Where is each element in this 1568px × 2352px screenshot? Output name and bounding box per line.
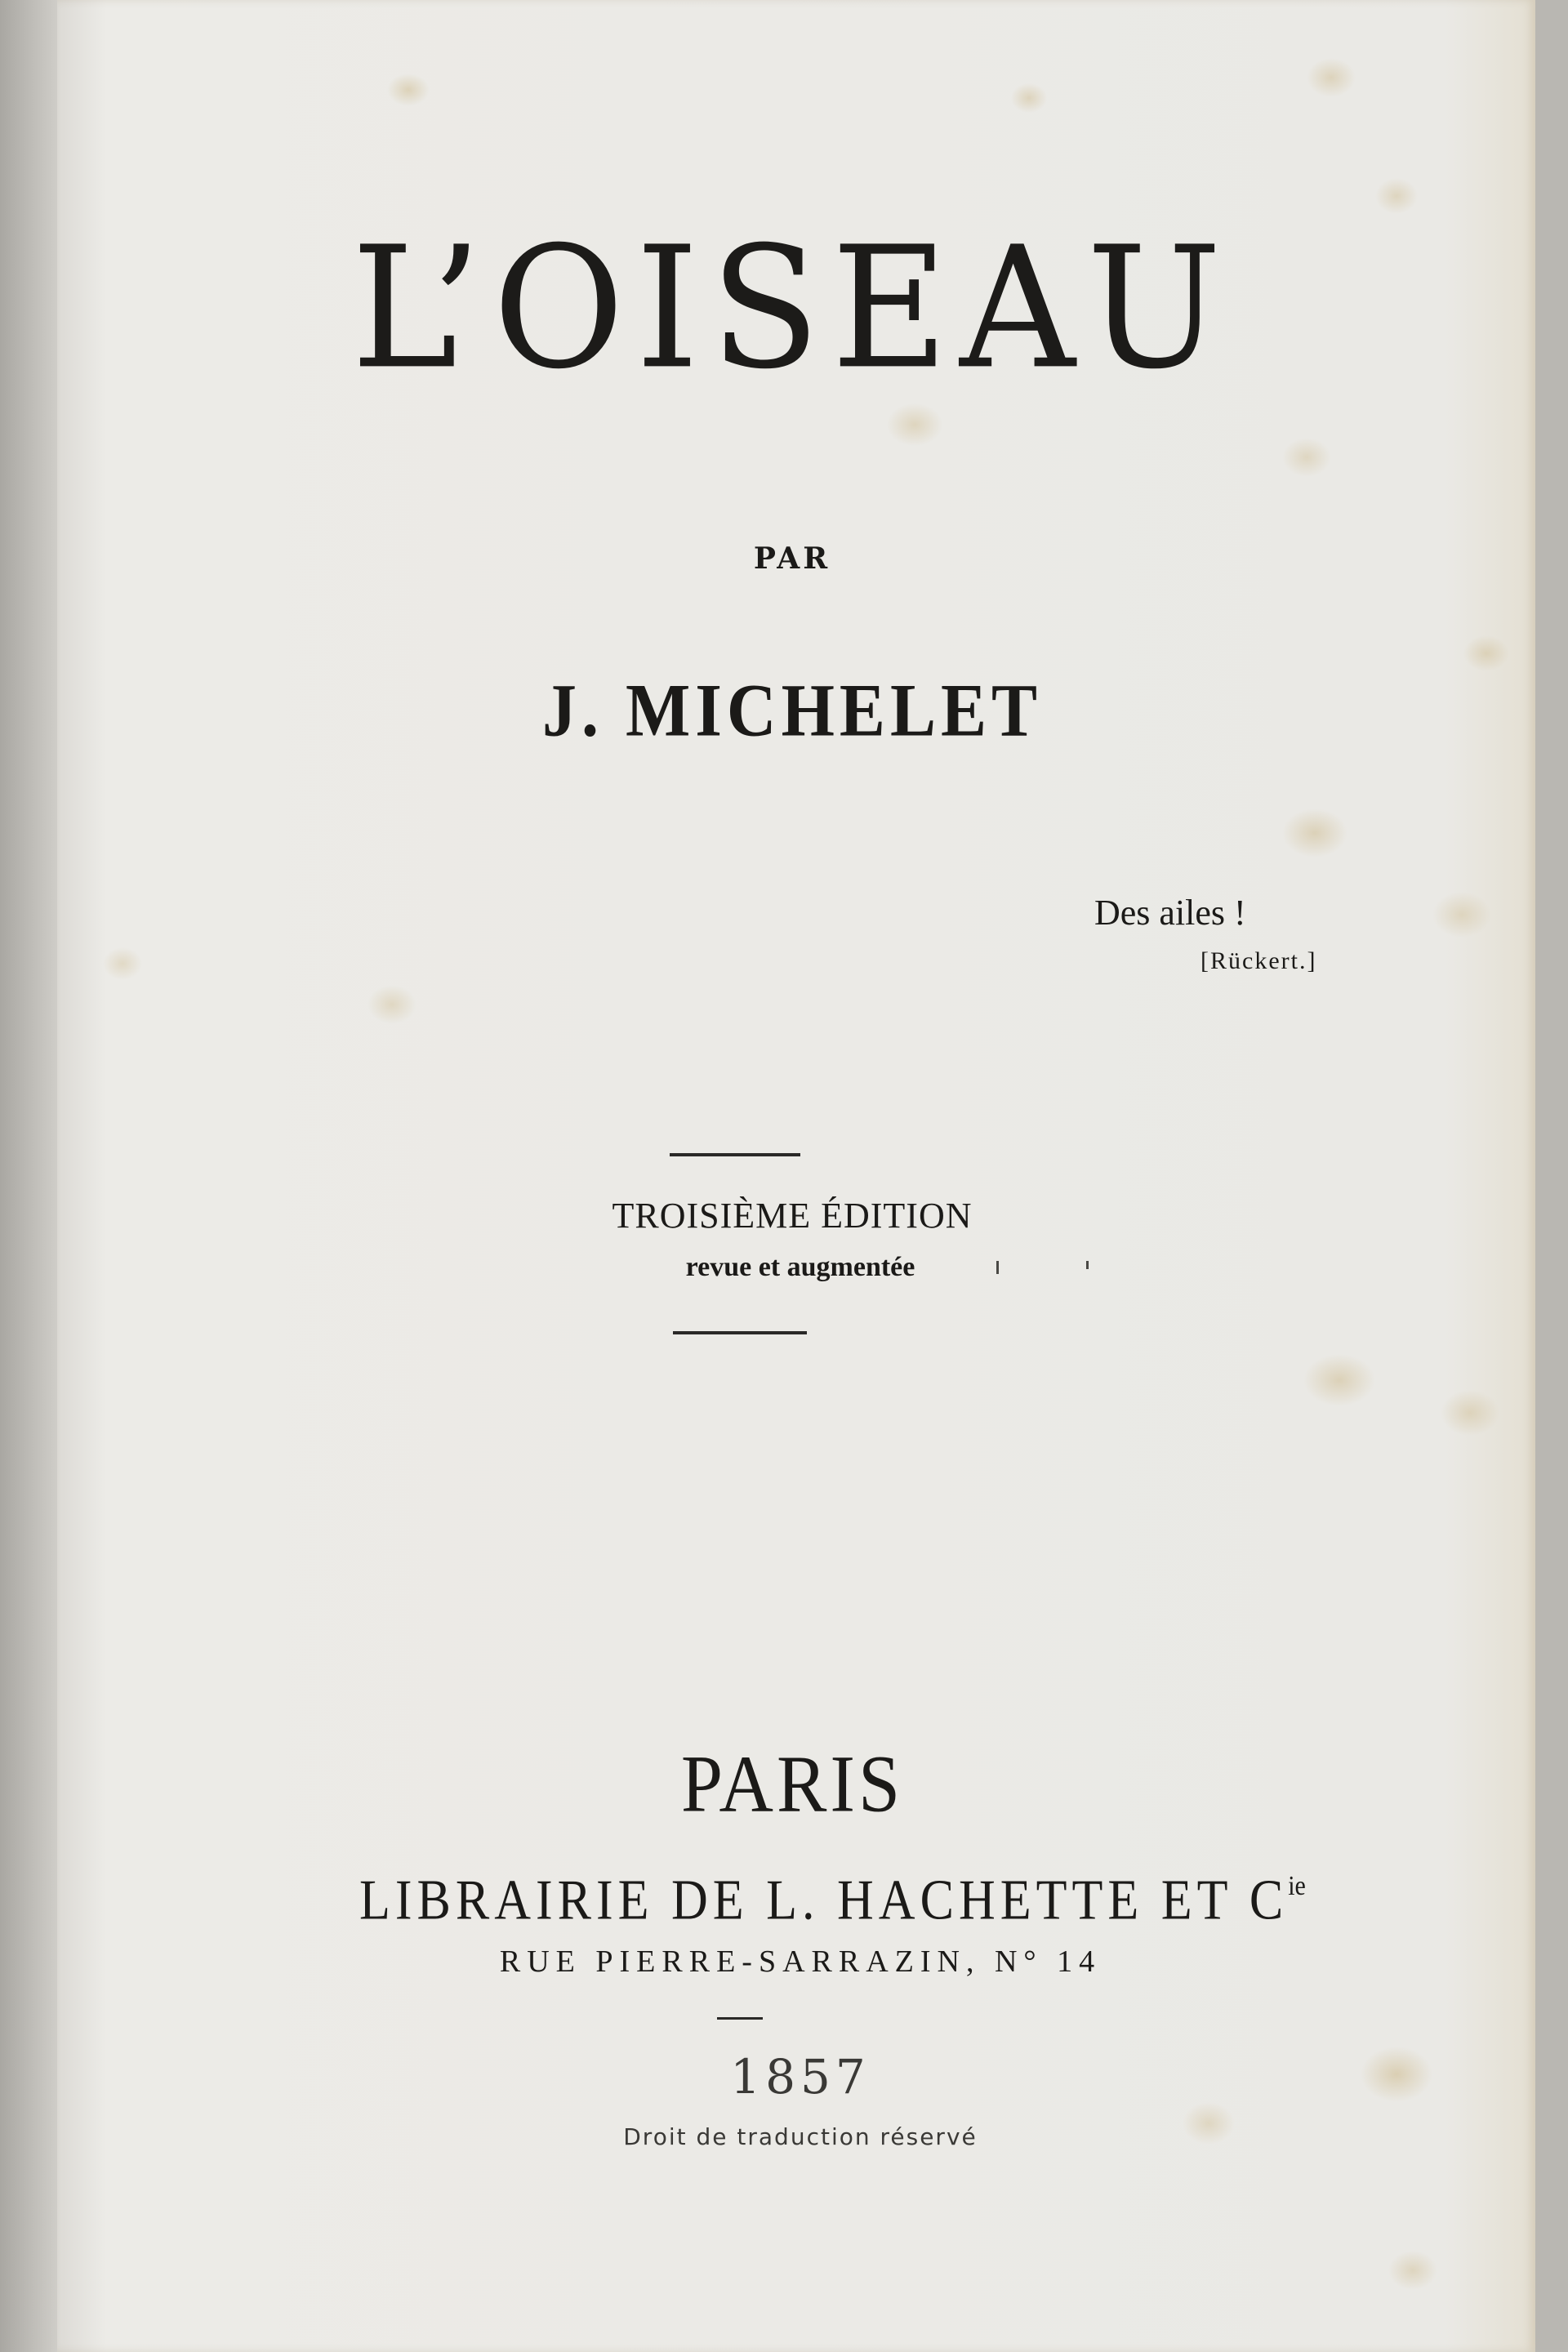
rights-notice: Droit de traduction réservé bbox=[623, 2123, 978, 2150]
book-title: L’OISEAU bbox=[351, 211, 1233, 407]
spine-edge bbox=[0, 0, 57, 2352]
publisher-address: RUE PIERRE-SARRAZIN, N° 14 bbox=[499, 1944, 1102, 1979]
epigraph-source: [Rückert.] bbox=[1200, 947, 1317, 974]
title-page bbox=[57, 0, 1535, 2352]
edition-subtitle: revue et augmentée bbox=[685, 1252, 915, 1282]
stray-mark bbox=[1086, 1261, 1089, 1269]
top-rule bbox=[670, 1153, 800, 1156]
bottom-rule bbox=[673, 1331, 807, 1334]
epigraph-text: Des ailes ! bbox=[1094, 893, 1246, 933]
publisher-name bbox=[359, 1855, 1306, 1932]
imprint-rule bbox=[717, 2017, 763, 2020]
by-line: PAR bbox=[753, 541, 831, 576]
publisher-text: LIBRAIRIE DE L. HACHETTE ET C bbox=[359, 1869, 1289, 1931]
stray-mark bbox=[996, 1261, 999, 1274]
author-name: J. MICHELET bbox=[541, 669, 1043, 753]
edition-label: TROISIÈME ÉDITION bbox=[612, 1196, 973, 1236]
publication-city: PARIS bbox=[680, 1738, 904, 1829]
publisher-superscript: ie bbox=[1288, 1871, 1306, 1902]
publication-year: 1857 bbox=[730, 2049, 871, 2105]
